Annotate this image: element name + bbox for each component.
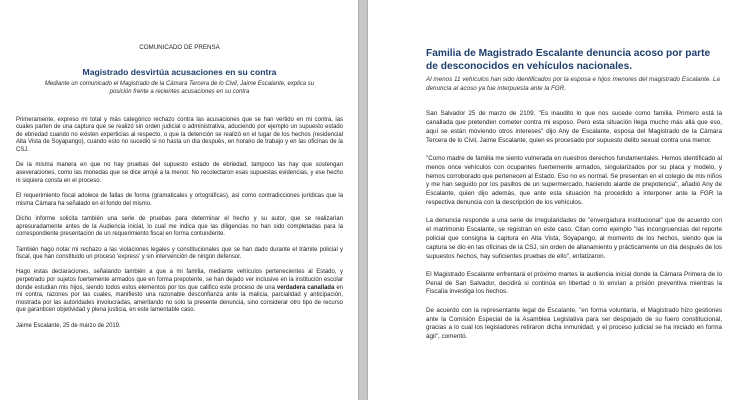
news-article-page [368,0,735,400]
press-release-header: COMUNICADO DE PRENSA [139,44,220,51]
article-paragraph: "Como madre de familia me siento vulnerada en nuestros derechos fundamentales. Hemos identificado al menos once vehículos con ocupantes fuertemente armados, singularizados por su placa y modelo, y hemos corroborado que pertenecen al Estado. Eso no es normal. Se presentan en el colegio de mis niños y me han seguido por los pasillos de un supermercado, haciendo alarde de prepotencia", añadió Any de Escalante, quien dijo además, que ante esta situación ha procedido a interponer ante la FGR la respectiva denuncia con la descripción de los vehículos. [426,155,722,207]
body-paragraph-final [16,269,343,315]
bold-phrase: verdadera canallada [276,284,335,291]
press-release-page [0,0,358,400]
press-release-title: Magistrado desvirtúa acusaciones en su contra [82,67,277,77]
article-paragraph: De acuerdo con la representante legal de Escalante, "en forma voluntaria, el Magistrado hizo gestiones ante la Comisión Especial de la Asamblea Legislativa para ser despojado de su fuero constitucional, gracias a lo cual los legisladores retiraron dicha inmunidad, y el proceso judicial se ha iniciado en forma ágil", comentó. [426,306,722,341]
body-paragraph: De la misma manera en que no hay pruebas del supuesto estado de ebriedad, tampoco las hay que sostengan aseveraciones, como las monedas que se dice arrojé a la menor. No recolectaron esas supuestas evidencias, y ese hecho ni siquiera consta en el proceso. [16,162,343,184]
body-paragraph: Primeramente, expreso mi total y más categórico rechazo contra las acusaciones que se han vertido en mi contra, las cuales parten de una captura que se realizó sin orden judicial o administrativa, aduciendo por ejemplo un supuesto estado de ebriedad cuando no existen experticias al respecto, o que la detención se realizó en el lugar de los hechos (residencial Alta Vista de Soyapango), cuando esto no sucedió si no hasta un día después, en horario de trabajo y en las oficinas de la CSJ. [16,116,343,153]
article-headline: Familia de Magistrado Escalante denuncia acoso por parte de desconocidos en vehículos nacionales. [426,48,711,72]
body-paragraph: El requerimiento fiscal adolece de fallas de forma (gramaticales y ortográficas), así como contradicciones jurídicas que la misma Cámara ha señalado en el fondo del mismo. [16,192,343,207]
signature-line: Jaime Escalante, 25 de marzo de 2019. [16,322,121,329]
article-paragraph: San Salvador 25 de marzo de 2109. "Es inaudito lo que nos sucede como familia. Primero está la canallada que pretenden cometer contra mi esposo. Pero esta situación llega mucho más allá que eso, aquí se están moviendo otros intereses" dijo Any de Escalante, esposa del Magistrado de la Cámara Tercera de lo Civil, Jaime Escalante, quien es procesado por supuesto delito sexual contra una menor. [426,110,722,144]
article-paragraph: La denuncia responde a una serie de irregularidades de "envergadura institucional" que de acuerdo con el matrimonio Escalante, se registran en este caso. Citan como ejemplo "las incongruencias del reporte policial que consigna la captura en Alta Vista, Soyapango, al momento de los hechos, siendo que la captura se dio en las oficinas de la CSJ, sin orden de allanamiento y prácticamente un día después de los supuestos hechos, hay suficientes pruebas de ello", enfatizaron. [426,217,722,260]
press-release-subtitle: Mediante un comunicado el Magistrado de la Cámara Tercera de lo Civil, Jaime Escalante, explica su posición frente a recientes acusaciones en su contra [44,81,315,96]
paragraph-text: Hago estas declaraciones, señalando también a que a mi familia, mediante vehículos pertenecientes al Estado, y perpetrado por sujetos fuertemente armados que en forma prepotente, se han dejado ver inclusive en la institución escolar donde estudian mis hijos, siendo todos estos elementos por los que califico este proceso de una [16,269,343,291]
article-lead: Al menos 11 vehículos han sido identificados por la esposa e hijos menores del magistrado Escalante. La denuncia al acoso ya fue interpuesta ante la FGR. [426,76,720,93]
article-paragraph: El Magistrado Escalante enfrentará el próximo martes la audiencia inicial donde la Cámara Primera de lo Penal de San Salvador, decidirá si continúa en libertad o lo envían a prisión preventiva mientras la Fiscalía investiga los hechos. [426,270,722,296]
body-paragraph: También hago notar mi rechazo a las violaciones legales y constitucionales que se han dado durante el trámite policial y fiscal, que han constituido un proceso 'express' y sin intervención de ningún defensor. [16,246,343,261]
paragraph-text: en mi contra, razones por las cuales, manifiesto una razonable desconfianza ante la malicia, parcialidad y anticipación, mostrada por las autoridades involucradas, ameritando no solo la presente denuncia, sino considerar otro tipo de recurso que garanticen objetividad y plena justicia, en este lamentable caso. [16,284,343,314]
body-paragraph: Dicho informe solicita también una serie de pruebas para determinar el hecho y su autor, que se realizarían apresuradamente antes de la Audiencia inicial, lo cual me indica que las diligencias no han sido completadas para la correspondiente presentación de un requerimiento fiscal en forma contundente. [16,215,343,238]
